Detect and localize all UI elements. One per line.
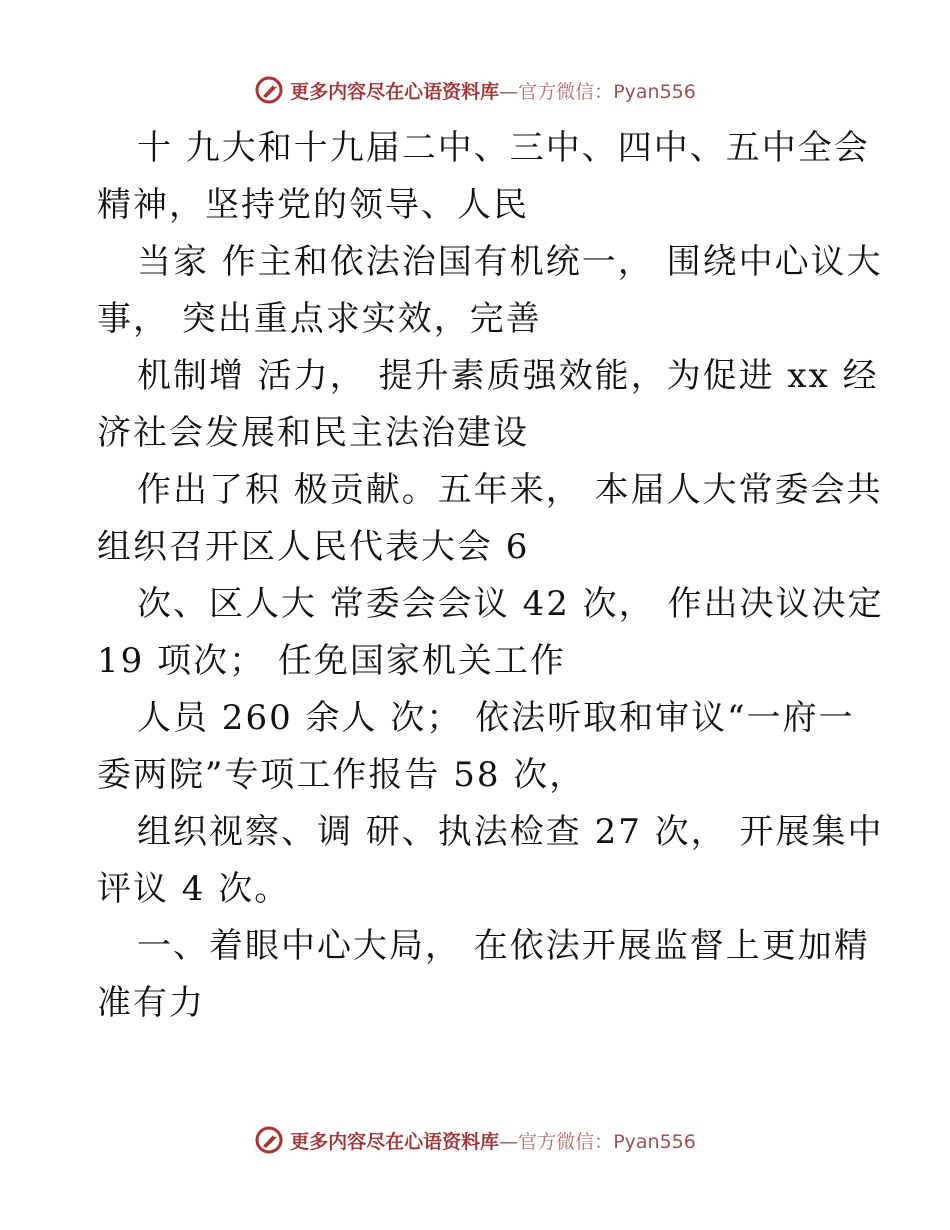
body-line: 机制增 活力， 提升素质强效能，为促进 xx 经	[137, 356, 879, 396]
body-line: 济社会发展和民主法治建设	[97, 413, 529, 453]
footer-banner-text	[290, 1127, 696, 1154]
body-line: 组织视察、调 研、执法检查 27 次， 开展集中	[137, 812, 884, 852]
header-banner-text	[290, 77, 696, 104]
body-line: 次、区人大 常委会会议 42 次， 作出决议决定	[137, 584, 884, 624]
footer-banner-site-name: 更多内容尽在心语资料库	[290, 1130, 500, 1153]
body-line: 19 项次； 任免国家机关工作	[97, 641, 566, 681]
body-line: 组织召开区人民代表大会 6	[97, 527, 530, 567]
header-banner-separator: ：	[594, 80, 614, 103]
footer-banner-wechat-id: Pyan556	[613, 1130, 696, 1153]
header-banner-dash: —	[499, 80, 519, 103]
section-heading-line: 一、着眼中心大局， 在依法开展监督上更加精	[137, 926, 870, 966]
header-banner-wechat-id: Pyan556	[613, 80, 696, 103]
header-banner-site-name: 更多内容尽在心语资料库	[290, 80, 500, 103]
body-line: 十 九大和十九届二中、三中、四中、五中全会	[137, 128, 870, 168]
body-line: 评议 4 次。	[97, 869, 291, 909]
footer-watermark-banner	[0, 1120, 950, 1160]
section-heading-line: 准有力	[97, 983, 205, 1023]
body-line: 人员 260 余人 次； 依法听取和审议“一府一	[137, 698, 855, 738]
header-banner-wechat-label: 官方微信	[518, 80, 595, 103]
body-line: 当家 作主和依法治国有机统一， 围绕中心议大	[137, 242, 883, 282]
footer-banner-wechat-label: 官方微信	[518, 1130, 595, 1153]
body-line: 精神，坚持党的领导、人民	[97, 185, 529, 225]
footer-banner-dash: —	[499, 1130, 519, 1153]
pen-nib-logo-icon	[254, 1125, 284, 1155]
header-watermark-banner	[0, 70, 950, 110]
document-body	[97, 120, 884, 1032]
pen-nib-logo-icon	[254, 75, 284, 105]
footer-banner-separator: ：	[594, 1130, 614, 1153]
body-line: 事， 突出重点求实效，完善	[97, 299, 542, 339]
body-line: 作出了积 极贡献。五年来， 本届人大常委会共	[137, 470, 883, 510]
body-line: 委两院”专项工作报告 58 次，	[97, 755, 586, 795]
